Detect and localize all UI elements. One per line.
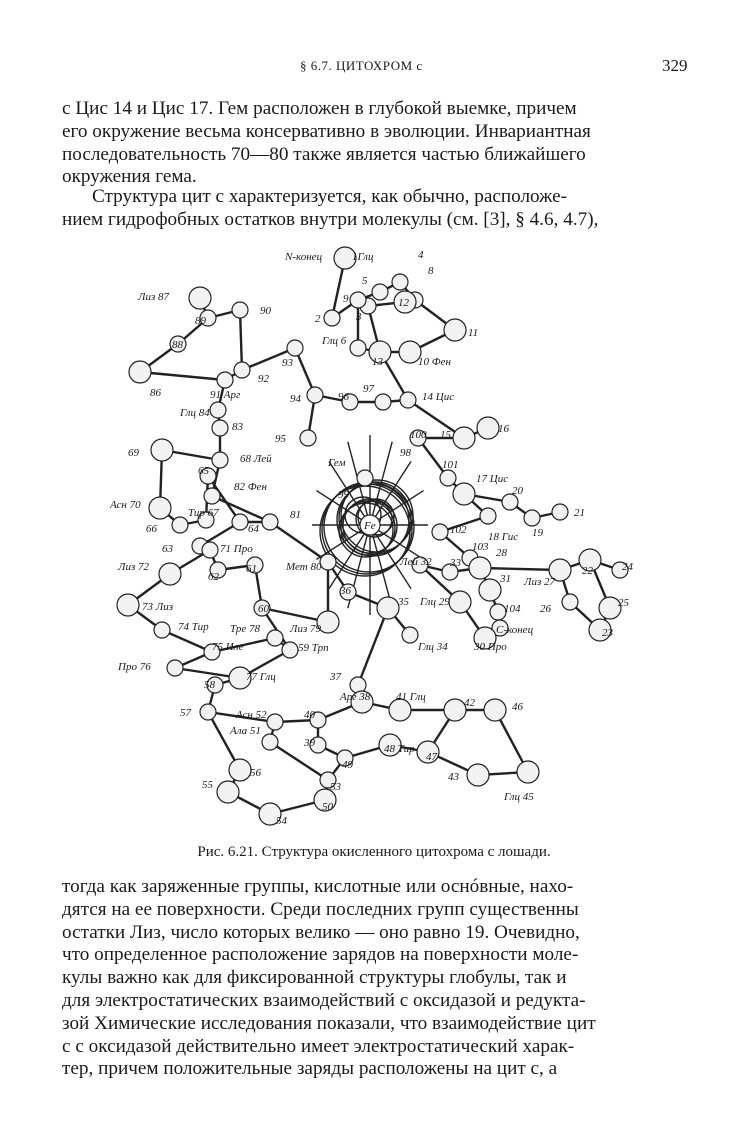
residue-label: Глц 29: [420, 596, 450, 608]
residue-label: 37: [330, 671, 341, 683]
residue-label: 90: [260, 305, 271, 317]
residue-label: 82 Фен: [234, 481, 267, 493]
residue-label: 14 Цис: [422, 391, 455, 403]
residue-atom: [372, 284, 388, 300]
residue-atom: [392, 274, 408, 290]
residue-label: 86: [150, 387, 161, 399]
residue-atom: [480, 508, 496, 524]
residue-label: Лиз 27: [524, 576, 555, 588]
paragraph-2: [62, 186, 694, 232]
residue-atom: [432, 524, 448, 540]
residue-label: 28: [496, 547, 507, 559]
residue-label: 95: [275, 433, 286, 445]
text-line: c с оксидазой действительно имеет электростатический харак-: [62, 1035, 575, 1057]
residue-label: 50: [322, 801, 333, 813]
text-line: зой Химические исследования показали, что взаимодействие цит: [62, 1012, 596, 1034]
text-line: что определенное расположение зарядов на поверхности моле-: [62, 944, 579, 966]
residue-label: 15: [440, 429, 451, 441]
residue-label: Гем: [328, 457, 346, 469]
residue-atom: [267, 630, 283, 646]
residue-label: 11: [468, 327, 479, 339]
residue-label: 17 Цис: [476, 473, 509, 485]
residue-label: 89: [195, 315, 206, 327]
residue-label: Тир 67: [188, 507, 219, 519]
text-line: Структура цит c характеризуется, как обычно, расположе-: [92, 186, 568, 207]
residue-label: 18 Гис: [488, 531, 519, 543]
figure-caption: Рис. 6.21. Структура окисленного цитохрома c лошади.: [197, 844, 551, 860]
residue-atom: [234, 362, 250, 378]
residue-atom: [229, 759, 251, 781]
text-line: тер, причем положительные заряды расположены на цит c, а: [62, 1058, 558, 1080]
residue-label: Глц 84: [180, 407, 210, 419]
residue-label: 104: [504, 603, 521, 615]
residue-atom: [453, 427, 475, 449]
residue-label: 41 Глц: [396, 691, 426, 703]
residue-atom: [200, 704, 216, 720]
residue-atom: [484, 699, 506, 721]
residue-label: 74 Тир: [178, 621, 209, 633]
residue-label: 100: [410, 429, 427, 441]
residue-label: Глц 45: [504, 791, 534, 803]
text-line: дятся на ее поверхности. Среди последних групп существенны: [62, 898, 579, 920]
residue-atom: [149, 497, 171, 519]
residue-atom: [151, 439, 173, 461]
residue-label: 59 Трп: [298, 642, 329, 654]
residue-label: Асн 52: [236, 709, 267, 721]
residue-label: Fe: [364, 520, 376, 532]
residue-atom: [212, 420, 228, 436]
residue-atom: [320, 554, 336, 570]
residue-label: 66: [146, 523, 157, 535]
residue-atom: [217, 781, 239, 803]
residue-label: 103: [472, 541, 489, 553]
residue-atom: [154, 622, 170, 638]
residue-atom: [440, 470, 456, 486]
residue-label: 3: [356, 311, 362, 323]
residue-atom: [204, 488, 220, 504]
residue-label: 64: [248, 523, 259, 535]
residue-label: 16: [498, 423, 509, 435]
page-number: 329: [662, 56, 688, 75]
residue-label: 101: [442, 459, 459, 471]
residue-label: 9: [343, 293, 349, 305]
residue-label: 20: [512, 485, 523, 497]
residue-label: 57: [180, 707, 191, 719]
residue-label: Лиз 72: [118, 561, 149, 573]
text-line: нием гидрофобных остатков внутри молекулы (см. [3], § 4.6, 4.7),: [62, 208, 599, 230]
residue-label: 24: [622, 561, 633, 573]
residue-atom: [212, 452, 228, 468]
residue-label: С-конец: [496, 624, 534, 636]
residue-label: 19: [532, 527, 543, 539]
residue-label: 94: [290, 393, 301, 405]
residue-label: 10 Фен: [418, 356, 451, 368]
residue-atom: [375, 394, 391, 410]
residue-label: 54: [276, 815, 287, 827]
residue-atom: [210, 402, 226, 418]
residue-label: 42: [464, 697, 475, 709]
residue-atom: [129, 361, 151, 383]
residue-atom: [262, 514, 278, 530]
residue-atom: [262, 734, 278, 750]
residue-label: Асн 70: [110, 499, 141, 511]
backbone-bond: [270, 522, 328, 562]
residue-label: 92: [258, 373, 269, 385]
residue-label: 8: [428, 265, 434, 277]
residue-label: 99: [338, 489, 349, 501]
residue-label: 56: [250, 767, 261, 779]
residue-label: 73 Лиз: [142, 601, 173, 613]
residue-label: 48 Тир: [384, 743, 415, 755]
residue-label: 26: [540, 603, 551, 615]
residue-label: 36: [340, 585, 351, 597]
residue-atom: [517, 761, 539, 783]
residue-label: 46: [512, 701, 523, 713]
text-line: тогда как заряженные группы, кислотные или оснóвные, нахо-: [62, 876, 574, 897]
residue-label: 88: [172, 339, 183, 351]
residue-atom: [444, 319, 466, 341]
residue-label: 61: [246, 563, 257, 575]
residue-label: 53: [330, 781, 341, 793]
residue-atom: [377, 597, 399, 619]
residue-atom: [449, 591, 471, 613]
residue-label: Мет 80: [286, 561, 322, 573]
residue-atom: [202, 542, 218, 558]
residue-label: 30 Про: [474, 641, 507, 653]
residue-label: 65: [198, 465, 209, 477]
text-line: кулы важно как для фиксированной структуры глобулы, так и: [62, 967, 567, 989]
residue-label: 63: [162, 543, 173, 555]
residue-label: 13: [372, 356, 383, 368]
residue-label: Глц 34: [418, 641, 448, 653]
text-line: окружения гема.: [62, 166, 197, 188]
backbone-bond: [140, 372, 225, 380]
paragraph-1: [62, 98, 694, 189]
residue-atom: [469, 557, 491, 579]
residue-atom: [357, 470, 373, 486]
residue-label: 40: [304, 709, 315, 721]
residue-label: Про 76: [118, 661, 151, 673]
residue-label: 55: [202, 779, 213, 791]
residue-label: 97: [363, 383, 374, 395]
text-line: остатки Лиз, число которых велико — оно равно 19. Очевидно,: [62, 921, 580, 943]
residue-atom: [307, 387, 323, 403]
residue-label: 75 Иле: [212, 641, 244, 653]
residue-atom: [232, 514, 248, 530]
residue-atom: [300, 430, 316, 446]
residue-label: 22: [582, 565, 593, 577]
residue-atom: [402, 627, 418, 643]
residue-atom: [479, 579, 501, 601]
residue-label: 102: [450, 524, 467, 536]
residue-atom: [167, 660, 183, 676]
residue-label: 62: [208, 571, 219, 583]
residue-label: Глц 6: [322, 335, 347, 347]
residue-atom: [562, 594, 578, 610]
residue-atom: [232, 302, 248, 318]
residue-atom: [287, 340, 303, 356]
text-line: для электростатических взаимодействий с оксидазой и редукта-: [62, 989, 586, 1011]
residue-label: Тре 78: [230, 623, 260, 635]
residue-label: 33: [450, 557, 461, 569]
residue-atom: [444, 699, 466, 721]
residue-label: 69: [128, 447, 139, 459]
running-head: § 6.7. ЦИТОХРОМ c: [300, 58, 423, 73]
residue-label: 2: [315, 313, 321, 325]
residue-label: 49: [342, 759, 353, 771]
figure-cytochrome-structure: [100, 240, 660, 835]
residue-label: 68 Лей: [240, 453, 272, 465]
residue-atom: [217, 372, 233, 388]
backbone-bond: [358, 608, 388, 685]
paragraph-3: [62, 876, 694, 1081]
text-line: последовательность 70—80 также является частью ближайшего: [62, 143, 586, 165]
residue-atom: [172, 517, 188, 533]
backbone-bond: [480, 568, 560, 570]
residue-label: 4: [418, 249, 424, 261]
text-line: с Цис 14 и Цис 17. Гем расположен в глубокой выемке, причем: [62, 98, 577, 119]
cytochrome-structure-diagram: [100, 240, 660, 835]
residue-label: 93: [282, 357, 293, 369]
residue-atom: [159, 563, 181, 585]
residue-atom: [282, 642, 298, 658]
residue-atom: [350, 292, 366, 308]
residue-label: N-конец: [285, 251, 323, 263]
residue-label: 25: [618, 597, 629, 609]
residue-label: 47: [426, 751, 437, 763]
residue-label: 83: [232, 421, 243, 433]
residue-label: 81: [290, 509, 301, 521]
residue-label: 71 Про: [220, 543, 253, 555]
residue-label: 5: [362, 275, 368, 287]
residue-label: 39: [304, 737, 315, 749]
residue-label: 58: [204, 679, 215, 691]
residue-label: Лей 32: [400, 556, 432, 568]
residue-label: 12: [398, 297, 409, 309]
residue-label: 96: [338, 391, 349, 403]
residue-label: Ала 51: [230, 725, 261, 737]
residue-label: Лиз 79: [290, 623, 321, 635]
residue-label: 43: [448, 771, 459, 783]
residue-atom: [350, 340, 366, 356]
residue-label: 60: [258, 603, 269, 615]
residue-label: 1Глц: [352, 251, 374, 263]
residue-atom: [552, 504, 568, 520]
residue-label: Лиз 87: [138, 291, 169, 303]
residue-atom: [400, 392, 416, 408]
residue-label: 35: [398, 596, 409, 608]
residue-atom: [477, 417, 499, 439]
text-line: его окружение весьма консервативно в эволюции. Инвариантная: [62, 120, 591, 142]
residue-label: 21: [574, 507, 585, 519]
residue-atom: [324, 310, 340, 326]
residue-atom: [267, 714, 283, 730]
residue-label: 77 Глц: [246, 671, 276, 683]
residue-atom: [467, 764, 489, 786]
residue-label: 98: [400, 447, 411, 459]
residue-atom: [524, 510, 540, 526]
residue-label: 91 Арг: [210, 389, 241, 401]
residue-atom: [189, 287, 211, 309]
backbone-bond: [240, 310, 242, 370]
residue-atom: [453, 483, 475, 505]
residue-label: 23: [602, 627, 613, 639]
residue-label: 31: [500, 573, 511, 585]
residue-label: Арг 38: [340, 691, 371, 703]
residue-atom: [117, 594, 139, 616]
